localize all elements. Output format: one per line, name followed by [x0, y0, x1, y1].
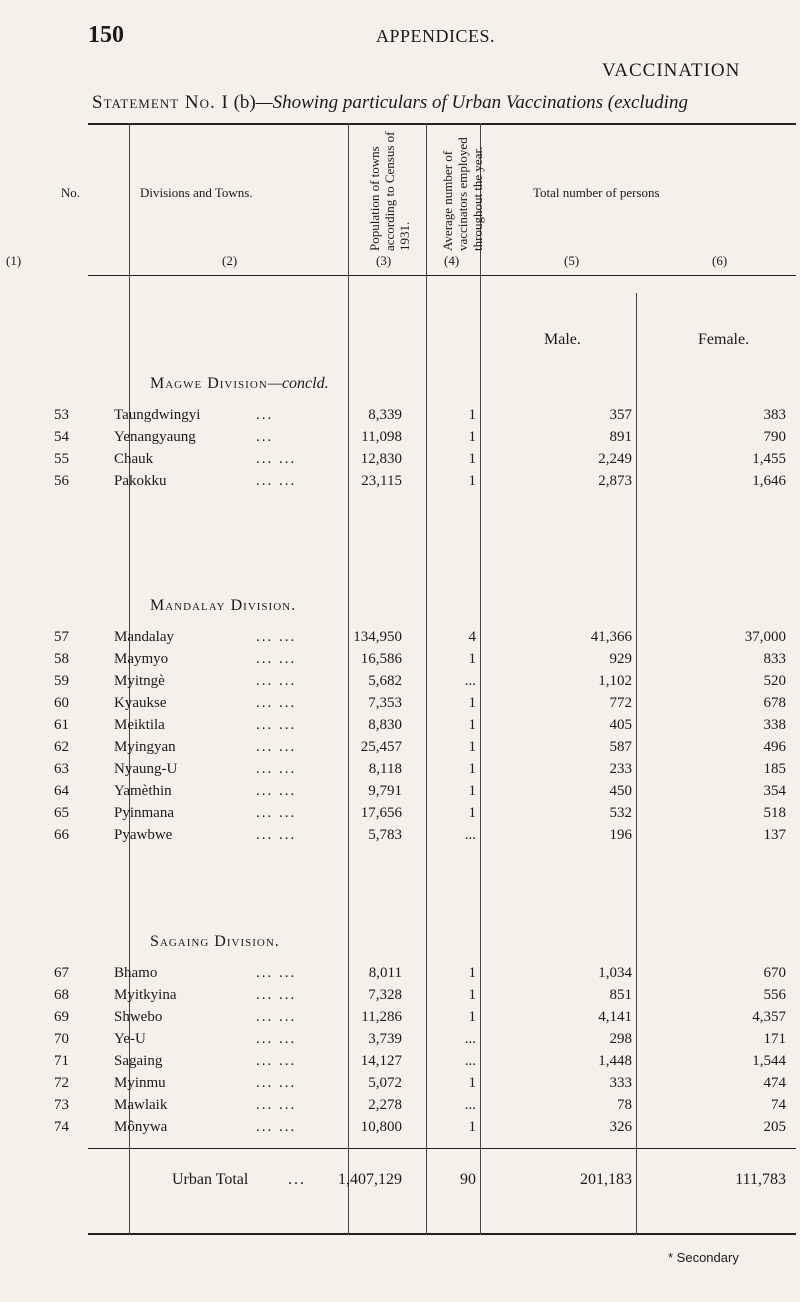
total-dots: ...: [288, 1171, 306, 1188]
table-row: 58 Maymyo ... ... 16,586 1 929 833: [54, 651, 786, 667]
table-row: 66 Pyawbwe ... ... 5,783 ... 196 137: [54, 827, 786, 843]
footnote: * Secondary: [668, 1250, 739, 1265]
division-title-sagaing: Sagaing Division.: [150, 933, 280, 950]
table-row: 56 Pakokku ... ... 23,115 1 2,873 1,646: [54, 473, 786, 489]
table-row: 55 Chauk ... ... 12,830 1 2,249 1,455: [54, 451, 786, 467]
table-row: 59 Myitngè ... ... 5,682 ... 1,102 520: [54, 673, 786, 689]
table-row: 73 Mawlaik ... ... 2,278 ... 78 74: [54, 1097, 786, 1113]
total-vaccinators: 90: [460, 1171, 476, 1188]
total-label: Urban Total: [172, 1171, 249, 1188]
page-number: 150: [88, 22, 124, 48]
total-population: 1,407,129: [338, 1171, 402, 1188]
top-rule: [88, 123, 796, 125]
table-row: 62 Myingyan ... ... 25,457 1 587 496: [54, 739, 786, 755]
section-title: VACCINATION: [602, 60, 741, 81]
table-row: 61 Meiktila ... ... 8,830 1 405 338: [54, 717, 786, 733]
colnum-2: (2): [222, 253, 238, 268]
table-row: 64 Yamèthin ... ... 9,791 1 450 354: [54, 783, 786, 799]
vaccination-table: [6, 123, 796, 1239]
header-male: Male.: [544, 331, 581, 348]
table-row: 69 Shwebo ... ... 11,286 1 4,141 4,357: [54, 1009, 786, 1025]
header-total-persons: Total number of persons: [533, 185, 660, 200]
table-row: 65 Pyinmana ... ... 17,656 1 532 518: [54, 805, 786, 821]
header-population: Population of towns according to Census of 1931.: [367, 131, 412, 251]
header-no: No.: [60, 185, 80, 200]
division-title-magwe: Magwe Division—concld.: [150, 375, 329, 392]
division-title-mandalay: Mandalay Division.: [150, 597, 297, 614]
colnum-3: (3): [376, 253, 392, 268]
header-vaccinators: Average number of vaccinators employed throughout the year.: [440, 137, 485, 251]
statement-rest: —Showing particulars of Urban Vaccinations (excluding: [255, 92, 688, 113]
table-row: 54 Yenangyaung ... 11,098 1 891 790: [54, 429, 786, 445]
bottom-rule: [88, 1233, 796, 1235]
table-row: 57 Mandalay ... ... 134,950 4 41,366 37,000: [54, 629, 786, 645]
running-head: APPENDICES.: [376, 26, 496, 46]
colnum-1: (1): [6, 253, 22, 268]
total-female: 111,783: [735, 1171, 786, 1188]
statement-part: (b): [233, 92, 256, 113]
header-female: Female.: [698, 331, 750, 348]
total-rule: [88, 1148, 796, 1149]
table-row: 53 Taungdwingyi ... 8,339 1 357 383: [54, 407, 786, 423]
table-row: 74 Mônywa ... ... 10,800 1 326 205: [54, 1119, 786, 1135]
table-row: 63 Nyaung-U ... ... 8,118 1 233 185: [54, 761, 786, 777]
statement-title: [92, 92, 688, 114]
colnum-4: (4): [444, 253, 460, 268]
colnum-5: (5): [564, 253, 580, 268]
table-row: 68 Myitkyina ... ... 7,328 1 851 556: [54, 987, 786, 1003]
total-male: 201,183: [580, 1171, 632, 1188]
table-row: 60 Kyaukse ... ... 7,353 1 772 678: [54, 695, 786, 711]
header-divisions: Divisions and Towns.: [140, 185, 253, 200]
table-row: 70 Ye-U ... ... 3,739 ... 298 171: [54, 1031, 786, 1047]
table-row: 71 Sagaing ... ... 14,127 ... 1,448 1,544: [54, 1053, 786, 1069]
table-row: 72 Myinmu ... ... 5,072 1 333 474: [54, 1075, 786, 1091]
table-row: 67 Bhamo ... ... 8,011 1 1,034 670: [54, 965, 786, 981]
statement-prefix: Statement No. I: [92, 92, 229, 113]
header-rule: [88, 275, 796, 276]
colnum-6: (6): [712, 253, 728, 268]
